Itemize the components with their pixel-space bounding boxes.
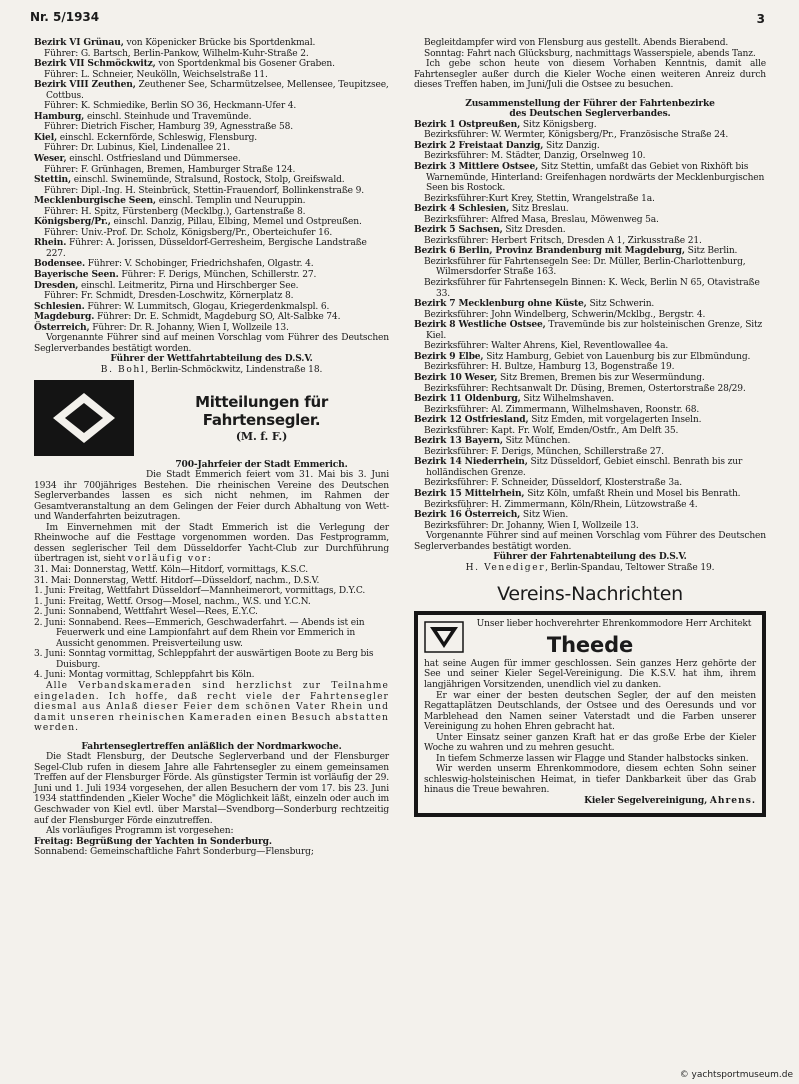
district-detail: einschl. Ostfriesland und Dümmersee.: [66, 154, 241, 165]
district-leader-line: Bezirksführer: F. Schneider, Düsseldorf, Klosterstraße 3a.: [424, 478, 683, 489]
district-detail: einschl. Eckernförde, Schleswig, Flensburg.: [57, 132, 258, 143]
left-top-signature: [34, 365, 389, 376]
flensburg-cont-2: Sonntag: Fahrt nach Glücksburg, nachmittags Wasserspiele, abends Tanz.: [424, 48, 756, 59]
emmerich-paragraph-2-text: Im Einvernehmen mit der Stadt Emmerich ist die Verlegung der Rheinwoche auf die Festtage vorgenommen worden. Das Festprogramm, dessen seglerischer Teil dem Düsseldorfer Yacht-Club zur Durchführung übertragen ist, sieht: [34, 522, 389, 565]
issue-number: Nr. 5/1934: [30, 10, 100, 24]
obituary-box: [414, 611, 766, 816]
district-entry: [414, 352, 766, 363]
district-entry: [34, 175, 389, 186]
district-name: Bezirk 1 Ostpreußen,: [414, 118, 521, 130]
district-name: Bezirk 10 Weser,: [414, 371, 498, 383]
flensburg-program-intro: Als vorläufiges Programm ist vorgesehen:: [46, 826, 234, 837]
district-name: Bezirk 9 Elbe,: [414, 350, 484, 362]
district-name: Dresden,: [34, 279, 79, 291]
district-name: Mecklenburgische Seen,: [34, 195, 156, 207]
obituary-paragraph-2: Er war einer der besten deutschen Segler, der auf den meisten Regattaplätzen Deutschlands, der Ostsee und des Oeresunds und vor Marblehead den Namen seiner Vaterstadt und die Farben unserer Vereinigung zu hohen Ehren gebracht hat.: [424, 690, 756, 733]
district-name: Bezirk 11 Oldenburg,: [414, 393, 521, 405]
district-leader-list: [414, 120, 766, 531]
district-entry: [34, 238, 389, 259]
program-item: 2. Juni: Sonnabend, Wettfahrt Wesel—Rees, E.Y.C.: [34, 607, 258, 618]
right-note: Vorgenannte Führer sind auf meinen Vorschlag vom Führer des Deutschen Seglerverbandes bestätigt worden.: [414, 531, 766, 552]
district-name: Weser,: [34, 153, 67, 165]
district-entry: [414, 394, 766, 405]
district-entry: [414, 415, 766, 426]
program-item: 2. Juni: Sonnabend. Rees—Emmerich, Geschwaderfahrt. — Abends ist ein Feuerwerk und eine Lampionfahrt auf dem Rhein vor Emmerich in Aussicht genommen. Preisverteilung usw.: [34, 617, 365, 649]
district-leader-line: Bezirksführer: M. Städter, Danzig, Orselnweg 10.: [424, 151, 646, 162]
district-leader-line: Bezirksführer: H. Zimmermann, Köln/Rhein, Lützowstraße 4.: [424, 499, 698, 510]
district-detail: einschl. Swinemünde, Stralsund, Rostock, Stolp, Greifswald.: [71, 175, 345, 186]
district-name: Bezirk 14 Niederrhein,: [414, 456, 528, 468]
district-detail: Führer: Dr. R. Johanny, Wien I, Wollzeile 13.: [89, 322, 289, 333]
left-top-signature-name: B. Bohl: [100, 364, 146, 375]
right-signature-name: H. Venediger: [465, 562, 546, 573]
district-detail: Sitz Breslau.: [509, 204, 569, 215]
mfs-abbreviation: (M. f. F.): [235, 429, 288, 443]
district-entry: [414, 204, 766, 215]
flensburg-heading: Fahrtenseglertreffen anläßlich der Nordmarkwoche.: [81, 740, 342, 752]
district-leader-line: Bezirksführer: H. Bultze, Hamburg 13, Bogenstraße 19.: [424, 362, 675, 373]
district-leader-line: Bezirksführer: F. Derigs, München, Schillerstraße 27.: [424, 446, 664, 457]
district-entry: [414, 510, 766, 521]
obituary-paragraph-3: Unter Einsatz seiner ganzen Kraft hat er das große Erbe der Kieler Woche zu wahren und zu mehren gesucht.: [424, 732, 756, 754]
district-detail: Sitz Bremen, Bremen bis zur Wesermündung.: [497, 372, 705, 383]
district-name: Bezirk 4 Schlesien,: [414, 203, 510, 215]
vereins-nachrichten-heading: Vereins-Nachrichten: [497, 583, 683, 606]
district-leader-line: Bezirksführer: Al. Zimmermann, Wilhelmshaven, Roonstr. 68.: [424, 404, 700, 415]
flensburg-saturday: Sonnabend: Gemeinschaftliche Fahrt Sonderburg—Flensburg;: [34, 847, 314, 858]
district-leader-line: Bezirksführer: W. Wermter, Königsberg/Pr., Französische Straße 24.: [424, 130, 729, 141]
district-name: Bezirk VIII Zeuthen,: [34, 79, 136, 91]
district-leader-line: Führer: F. Grünhagen, Bremen, Hamburger Straße 124.: [44, 164, 296, 175]
program-item: 1. Juni: Freitag, Wettfahrt Düsseldorf—Mannheimerort, vormittags, D.Y.C.: [34, 586, 366, 597]
district-leader-line: Führer: Dr. Lubinus, Kiel, Lindenallee 21.: [44, 143, 230, 154]
district-entry: [34, 133, 389, 144]
district-detail: Sitz Köln, umfaßt Rhein und Mosel bis Benrath.: [524, 488, 741, 499]
district-name: Königsberg/Pr.,: [34, 216, 111, 228]
district-leader-line: Bezirksführer:Kurt Krey, Stettin, Wrangelstraße 1a.: [424, 193, 655, 204]
district-name: Bezirk 15 Mittelrhein,: [414, 487, 525, 499]
district-entry: [414, 457, 766, 478]
obituary-paragraph-5: Wir werden unserm Ehrenkommodore, diesem echten Sohn seiner schleswig-holsteinischen Heimat, in tiefer Dankbarkeit über das Grab hinaus die Treue bewahren.: [424, 764, 756, 796]
district-entry: [414, 141, 766, 152]
district-leader-line: Bezirksführer: Walter Ahrens, Kiel, Reventlowallee 4a.: [424, 341, 669, 352]
district-entry: [414, 436, 766, 447]
district-leader-line: Führer: H. Spitz, Fürstenberg (Mecklbg.), Gartenstraße 8.: [44, 206, 306, 217]
obituary-signature: [424, 796, 756, 807]
district-name: Bezirk 5 Sachsen,: [414, 224, 503, 236]
district-name: Bezirk 6 Berlin, Provinz Brandenburg mit Magdeburg,: [414, 245, 685, 257]
program-item: 31. Mai: Donnerstag, Wettf. Hitdorf—Düsseldorf, nachm., D.S.V.: [34, 575, 320, 586]
district-entry: [414, 246, 766, 257]
right-signature: [414, 563, 766, 574]
district-name: Bodensee.: [34, 258, 86, 270]
district-name: Bezirk 3 Mittlere Ostsee,: [414, 161, 539, 173]
district-detail: Sitz München.: [502, 436, 571, 447]
left-top-note: Vorgenannte Führer sind auf meinen Vorschlag vom Führer des Deutschen Seglerverbandes bestätigt worden.: [34, 333, 389, 354]
district-leader-line: Bezirksführer für Fahrtensegeln See: Dr. Müller, Berlin-Charlottenburg, Wilmersdorfer Straße 163.: [424, 256, 746, 278]
emmerich-heading: 700-Jahrfeier der Stadt Emmerich.: [175, 458, 348, 470]
district-leader-line: Führer: Univ.-Prof. Dr. Scholz, Königsberg/Pr., Oberteichufer 16.: [44, 227, 333, 238]
district-detail: Sitz Düsseldorf, Gebiet einschl. Benrath bis zur holländischen Grenze.: [426, 457, 743, 478]
obituary-paragraph-4: In tiefem Schmerze lassen wir Flagge und Stander halbstocks sinken.: [436, 753, 749, 764]
district-detail: Sitz Königsberg.: [520, 119, 597, 130]
district-leader-line: Bezirksführer: Alfred Masa, Breslau, Möwenweg 5a.: [424, 214, 659, 225]
district-name: Bayerische Seen.: [34, 269, 119, 281]
district-entry: [414, 120, 766, 131]
district-leader-line: Bezirksführer für Fahrtensegeln Binnen: K. Weck, Berlin N 65, Otavistraße 33.: [424, 278, 760, 299]
right-column: [414, 38, 766, 817]
district-name: Bezirk 2 Freistaat Danzig,: [414, 139, 544, 151]
district-detail: einschl. Steinhude und Travemünde.: [84, 111, 252, 122]
district-name: Kiel,: [34, 131, 58, 143]
right-signature-address: , Berlin-Spandau, Teltower Straße 19.: [545, 562, 715, 573]
district-name: Bezirk 8 Westliche Ostsee,: [414, 319, 546, 331]
district-name: Stettin,: [34, 174, 71, 186]
district-entry: [34, 281, 389, 292]
district-entry: [414, 299, 766, 310]
district-name: Bezirk 16 Österreich,: [414, 509, 521, 521]
district-leader-line: Führer: Fr. Schmidt, Dresden-Loschwitz, Körnerplatz 8.: [44, 291, 294, 302]
district-name: Bezirk 13 Bayern,: [414, 435, 503, 447]
obituary-name: Theede: [546, 632, 634, 657]
district-detail: Sitz Hamburg, Gebiet von Lauenburg bis zur Elbmündung.: [483, 351, 751, 362]
obituary-signature-place: Ahrens.: [709, 795, 756, 806]
district-detail: Sitz Stettin, umfaßt das Gebiet von Rixhöft bis Warnemünde, Hinterland: Greifenhagen nordwärts der Mecklenburgischen Seen bis Rostock.: [426, 162, 765, 194]
district-name: Bezirk 12 Ostfriesland,: [414, 414, 529, 426]
program-item: 4. Juni: Montag vormittag, Schleppfahrt bis Köln.: [34, 670, 255, 681]
district-entry: [414, 489, 766, 500]
district-entry: [34, 80, 389, 101]
district-name: Magdeburg.: [34, 311, 95, 323]
summary-heading-1: Zusammenstellung der Führer der Fahrtenbezirke: [465, 97, 715, 109]
district-name: Rhein.: [34, 237, 67, 249]
district-detail: einschl. Leitmeritz, Pirna und Hirschberger See.: [78, 280, 299, 291]
district-name: Bezirk 7 Mecklenburg ohne Küste,: [414, 298, 587, 310]
mfs-title: Mitteilungen für Fahrtensegler.: [195, 392, 328, 429]
left-top-signature-address: , Berlin-Schmöckwitz, Lindenstraße 18.: [145, 364, 323, 375]
district-detail: Führer: Dr. E. Schmidt, Magdeburg SO, Alt-Salbke 74.: [94, 312, 341, 323]
district-entry: [34, 323, 389, 334]
district-leader-line: Bezirksführer: Rechtsanwalt Dr. Düsing, Bremen, Ostertorstraße 28/29.: [424, 383, 746, 394]
program-item: 3. Juni: Sonntag vormittag, Schleppfahrt der auswärtigen Boote zu Berg bis Duisburg.: [34, 649, 374, 670]
flensburg-announcement: Ich gebe schon heute von diesem Vorhaben Kenntnis, damit alle Fahrtensegler außer durch die Kieler Woche einen weiteren Anreiz durch dieses Treffen haben, im Juni/Juli die Ostsee zu besuchen.: [414, 59, 766, 91]
district-entry: [34, 38, 389, 49]
district-leader-line: Bezirksführer: Kapt. Fr. Wolf, Emden/Ostfr., Am Delft 35.: [424, 425, 679, 436]
district-name: Bezirk VII Schmöckwitz,: [34, 58, 156, 70]
district-leader-line: Führer: Dietrich Fischer, Hamburg 39, Agnesstraße 58.: [44, 122, 294, 133]
district-detail: Sitz Emden, mit vorgelagerten Inseln.: [528, 415, 702, 426]
flensburg-body: Die Stadt Flensburg, der Deutsche Seglerverband und der Flensburger Segel-Club rufen in diesem Jahre alle Fahrtensegler zu einem gemeinsamen Treffen auf der Flensburger Förde. Als günstigster Termin ist vorläufig der 29. Juni und 1. Juli 1934 vorgesehen, der allen Besuchern der vom 17. bis 23. Juni 1934 stattfindenden „Kieler Woche" die Möglichkeit läßt, einzeln oder auch im Geschwader von Kiel evtl. über Marstal—Svendborg—Sonderburg rechtzeitig auf der Flensburger Förde einzutreffen.: [34, 752, 389, 826]
district-entry: [34, 154, 389, 165]
pennant-flag-icon: [424, 621, 464, 657]
district-detail: Sitz Wilhelmshaven.: [520, 394, 614, 405]
district-detail: einschl. Templin und Neuruppin.: [155, 196, 306, 207]
district-detail: Zeuthener See, Scharmützelsee, Mellensee, Teupitzsee, Cottbus.: [46, 80, 389, 101]
emmerich-paragraph-2: [34, 523, 389, 565]
district-detail: Sitz Berlin.: [684, 246, 738, 257]
district-entry: [34, 270, 389, 281]
district-name: Schlesien.: [34, 300, 85, 312]
left-top-signature-title: Führer der Wettfahrtabteilung des D.S.V.: [110, 353, 313, 365]
emmerich-provisional: vorläufig vor:: [127, 554, 213, 565]
program-item: 1. Juni: Freitag, Wettf. Orsog—Mosel, nachm., W.S. und Y.C.N.: [34, 596, 311, 607]
obituary-paragraph-1: hat seine Augen für immer geschlossen. Sein ganzes Herz gehörte der See und seiner Kieler Segel-Vereinigung. Die K.S.V. hat ihm, ihrem langjährigen Vorsitzenden, unendlich viel zu danken.: [424, 658, 756, 690]
district-detail: Sitz Schwerin.: [586, 299, 655, 310]
district-detail: von Sportdenkmal bis Gosener Graben.: [155, 59, 335, 70]
district-detail: einschl. Danzig, Pillau, Elbing, Memel und Ostpreußen.: [110, 217, 362, 228]
district-entry: [414, 162, 766, 194]
mfs-title-block: [134, 393, 389, 443]
summary-heading-2: des Deutschen Seglerverbandes.: [509, 108, 671, 120]
burgee-flag-icon: [34, 380, 134, 456]
district-name: Bezirk VI Grünau,: [34, 37, 124, 48]
district-leader-line: Führer: K. Schmiedike, Berlin SO 36, Heckmann-Ufer 4.: [44, 101, 297, 112]
district-entry: [34, 112, 389, 123]
district-entry: [34, 59, 389, 70]
district-entry: [414, 225, 766, 236]
district-name: Hamburg,: [34, 110, 85, 122]
district-leader-line: Bezirksführer: John Windelberg, Schwerin/Mcklbg., Bergstr. 4.: [424, 309, 706, 320]
district-leader-line: Führer: L. Schneier, Neukölln, Weichselstraße 11.: [44, 69, 268, 80]
district-detail: von Köpenicker Brücke bis Sportdenkmal.: [123, 38, 316, 48]
obituary-intro: Unser lieber hochverehrter Ehrenkommodore Herr Architekt: [476, 619, 752, 630]
district-leader-line: Führer: Dipl.-Ing. H. Steinbrück, Stettin-Frauendorf, Bollinkenstraße 9.: [44, 185, 365, 196]
district-detail: Sitz Danzig.: [543, 140, 600, 151]
district-name: Österreich,: [34, 321, 90, 333]
left-column: [34, 38, 389, 858]
right-signature-title: Führer der Fahrtenabteilung des D.S.V.: [493, 551, 687, 563]
district-detail: Führer: V. Schobinger, Friedrichshafen, Olgastr. 4.: [85, 259, 314, 270]
district-leader-line: Bezirksführer: Dr. Johanny, Wien I, Wollzeile 13.: [424, 520, 639, 531]
flensburg-friday: Freitag: Begrüßung der Yachten in Sonderburg.: [34, 835, 272, 847]
emmerich-intro: Die Stadt Emmerich feiert vom 31. Mai bis 3. Juni 1934 ihr 700jähriges Bestehen. Die rheinischen Vereine des Deutschen Seglerverbandes lassen es sich nicht nehmen, im Rahmen der Gesamtveranstaltung an dem Gelingen der Feier durch Abhaltung von Wett- und Wanderfahrten beizutragen.: [34, 470, 389, 523]
district-leader-line: Führer: G. Bartsch, Berlin-Pankow, Wilhelm-Kuhr-Straße 2.: [44, 48, 309, 59]
wettfahrt-district-list: [34, 38, 389, 333]
district-detail: Sitz Dresden.: [502, 225, 566, 236]
district-entry: [34, 217, 389, 228]
flensburg-cont-1: Begleitdampfer wird von Flensburg aus gestellt. Abends Bierabend.: [424, 38, 729, 48]
district-entry: [34, 196, 389, 207]
program-item: 31. Mai: Donnerstag, Wettf. Köln—Hitdorf, vormittags, K.S.C.: [34, 564, 308, 575]
district-detail: Führer: F. Derigs, München, Schillerstr. 27.: [118, 270, 317, 281]
page-number: 3: [756, 12, 765, 26]
emmerich-closing: Alle Verbandskameraden sind herzlichst zur Teilnahme eingeladen. Ich hoffe, daß recht viele der Fahrtensegler diesmal aus Anlaß dieser Feier dem schönen Vater Rhein und damit unseren rheinischen Kameraden einen Besuch abstatten werden.: [34, 680, 389, 734]
watermark: © yachtsportmuseum.de: [679, 1070, 793, 1080]
district-detail: Travemünde bis zur holsteinischen Grenze, Sitz Kiel.: [426, 320, 763, 341]
district-detail: Führer: W. Lummitsch, Glogau, Kriegerdenkmalspl. 6.: [84, 301, 330, 312]
mfs-header: [34, 380, 389, 456]
district-detail: Führer: A. Jorissen, Düsseldorf-Gerresheim, Bergische Landstraße 227.: [46, 238, 367, 259]
obituary-signature-club: Kieler Segelvereinigung,: [584, 795, 708, 806]
district-entry: [414, 320, 766, 341]
district-entry: [414, 373, 766, 384]
emmerich-program: [34, 565, 389, 681]
district-leader-line: Bezirksführer: Herbert Fritsch, Dresden A 1, Zirkusstraße 21.: [424, 235, 702, 246]
district-detail: Sitz Wien.: [520, 510, 569, 521]
